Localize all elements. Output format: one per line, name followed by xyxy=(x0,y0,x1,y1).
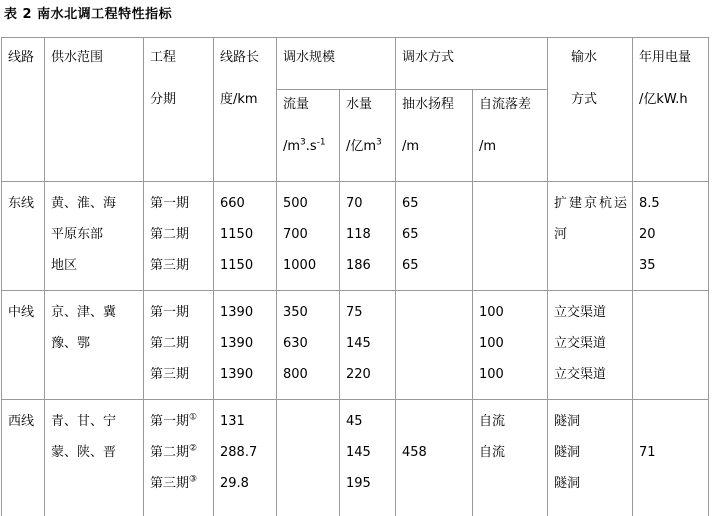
cell-route: 东线 xyxy=(2,182,45,291)
header-volume-label: 水量 xyxy=(346,97,373,112)
table-row-middle xyxy=(2,291,709,400)
cell-transmission: 立交渠道 立交渠道 立交渠道 xyxy=(548,291,633,400)
cell-gravity-drop xyxy=(473,182,548,291)
cell-volume: 45 145 195 xyxy=(340,400,396,516)
cell-flow: 350 630 800 xyxy=(277,291,340,400)
header-annual-power-line1: 年用电量 xyxy=(639,50,692,65)
phase-mark: ① xyxy=(189,412,198,423)
header-route-length-line2: 度/km xyxy=(220,92,258,107)
header-transmission-method xyxy=(548,38,633,182)
cell-route: 中线 xyxy=(2,291,45,400)
header-route-length-line1: 线路长 xyxy=(220,50,260,65)
header-gravity-drop-label: 自流落差 xyxy=(479,97,532,112)
phase-mark: ② xyxy=(189,443,198,454)
header-supply-area: 供水范围 xyxy=(45,38,144,182)
cell-phase: 第一期 第二期 第三期 xyxy=(144,182,214,291)
cell-length: 131 288.7 29.8 xyxy=(214,400,277,516)
header-flow-unit: $/m^3.s^{-1}$ xyxy=(283,137,326,154)
table-title: 表 2 南水北调工程特性指标 xyxy=(4,7,173,22)
cell-power: 8.5 20 35 xyxy=(633,182,709,291)
cell-transmission: 隧洞 隧洞 隧洞 xyxy=(548,400,633,516)
header-gravity-drop xyxy=(473,90,548,182)
header-volume xyxy=(340,90,396,182)
cell-flow: 500 700 1000 xyxy=(277,182,340,291)
header-route-length xyxy=(214,38,277,182)
header-transmission-line1: 输水 xyxy=(571,50,598,65)
header-diversion-method-group: 调水方式 xyxy=(396,38,548,90)
header-pump-head xyxy=(396,90,473,182)
cell-phase: 第一期① 第二期② 第三期③ xyxy=(144,400,214,516)
superscript: -1 xyxy=(316,137,326,148)
cell-route: 西线 xyxy=(2,400,45,516)
cell-flow xyxy=(277,400,340,516)
cell-length: 660 1150 1150 xyxy=(214,182,277,291)
header-route: 线路 xyxy=(2,38,45,182)
cell-volume: 70 118 186 xyxy=(340,182,396,291)
cell-supply-area: 青、甘、宁 蒙、陕、晋 xyxy=(45,400,144,516)
cell-length: 1390 1390 1390 xyxy=(214,291,277,400)
cell-gravity-drop: 100 100 100 xyxy=(473,291,548,400)
header-flow-label: 流量 xyxy=(283,97,310,112)
header-project-phase-line1: 工程 xyxy=(150,50,177,65)
cell-pump-head: 458 xyxy=(396,400,473,516)
cell-supply-area: 黄、淮、海 平原东部 地区 xyxy=(45,182,144,291)
cell-pump-head xyxy=(396,291,473,400)
cell-transmission: 扩建京杭运 河 xyxy=(548,182,633,291)
project-indicators-table xyxy=(1,37,709,516)
header-pump-head-label: 抽水扬程 xyxy=(402,97,455,112)
cell-volume: 75 145 220 xyxy=(340,291,396,400)
header-project-phase-line2: 分期 xyxy=(150,92,177,107)
cell-power xyxy=(633,291,709,400)
cell-phase: 第一期 第二期 第三期 xyxy=(144,291,214,400)
table-row-west xyxy=(2,400,709,516)
header-annual-power-line2: /亿kW.h xyxy=(639,92,688,107)
cell-gravity-drop: 自流 自流 xyxy=(473,400,548,516)
phase-mark: ③ xyxy=(189,474,198,485)
header-gravity-drop-unit: /m xyxy=(479,139,497,154)
superscript: 3 xyxy=(300,137,306,148)
cell-power: 71 xyxy=(633,400,709,516)
header-annual-power xyxy=(633,38,709,182)
header-transmission-line2: 方式 xyxy=(571,92,598,107)
header-row-groups xyxy=(2,38,709,90)
cell-pump-head: 65 65 65 xyxy=(396,182,473,291)
header-volume-unit: /亿$m^3$ xyxy=(346,137,382,154)
header-pump-head-unit: /m xyxy=(402,139,420,154)
table-row-east xyxy=(2,182,709,291)
header-diversion-scale-group: 调水规模 xyxy=(277,38,396,90)
header-flow xyxy=(277,90,340,182)
header-project-phase xyxy=(144,38,214,182)
cell-supply-area: 京、津、冀 豫、鄂 xyxy=(45,291,144,400)
superscript: 3 xyxy=(376,137,382,148)
